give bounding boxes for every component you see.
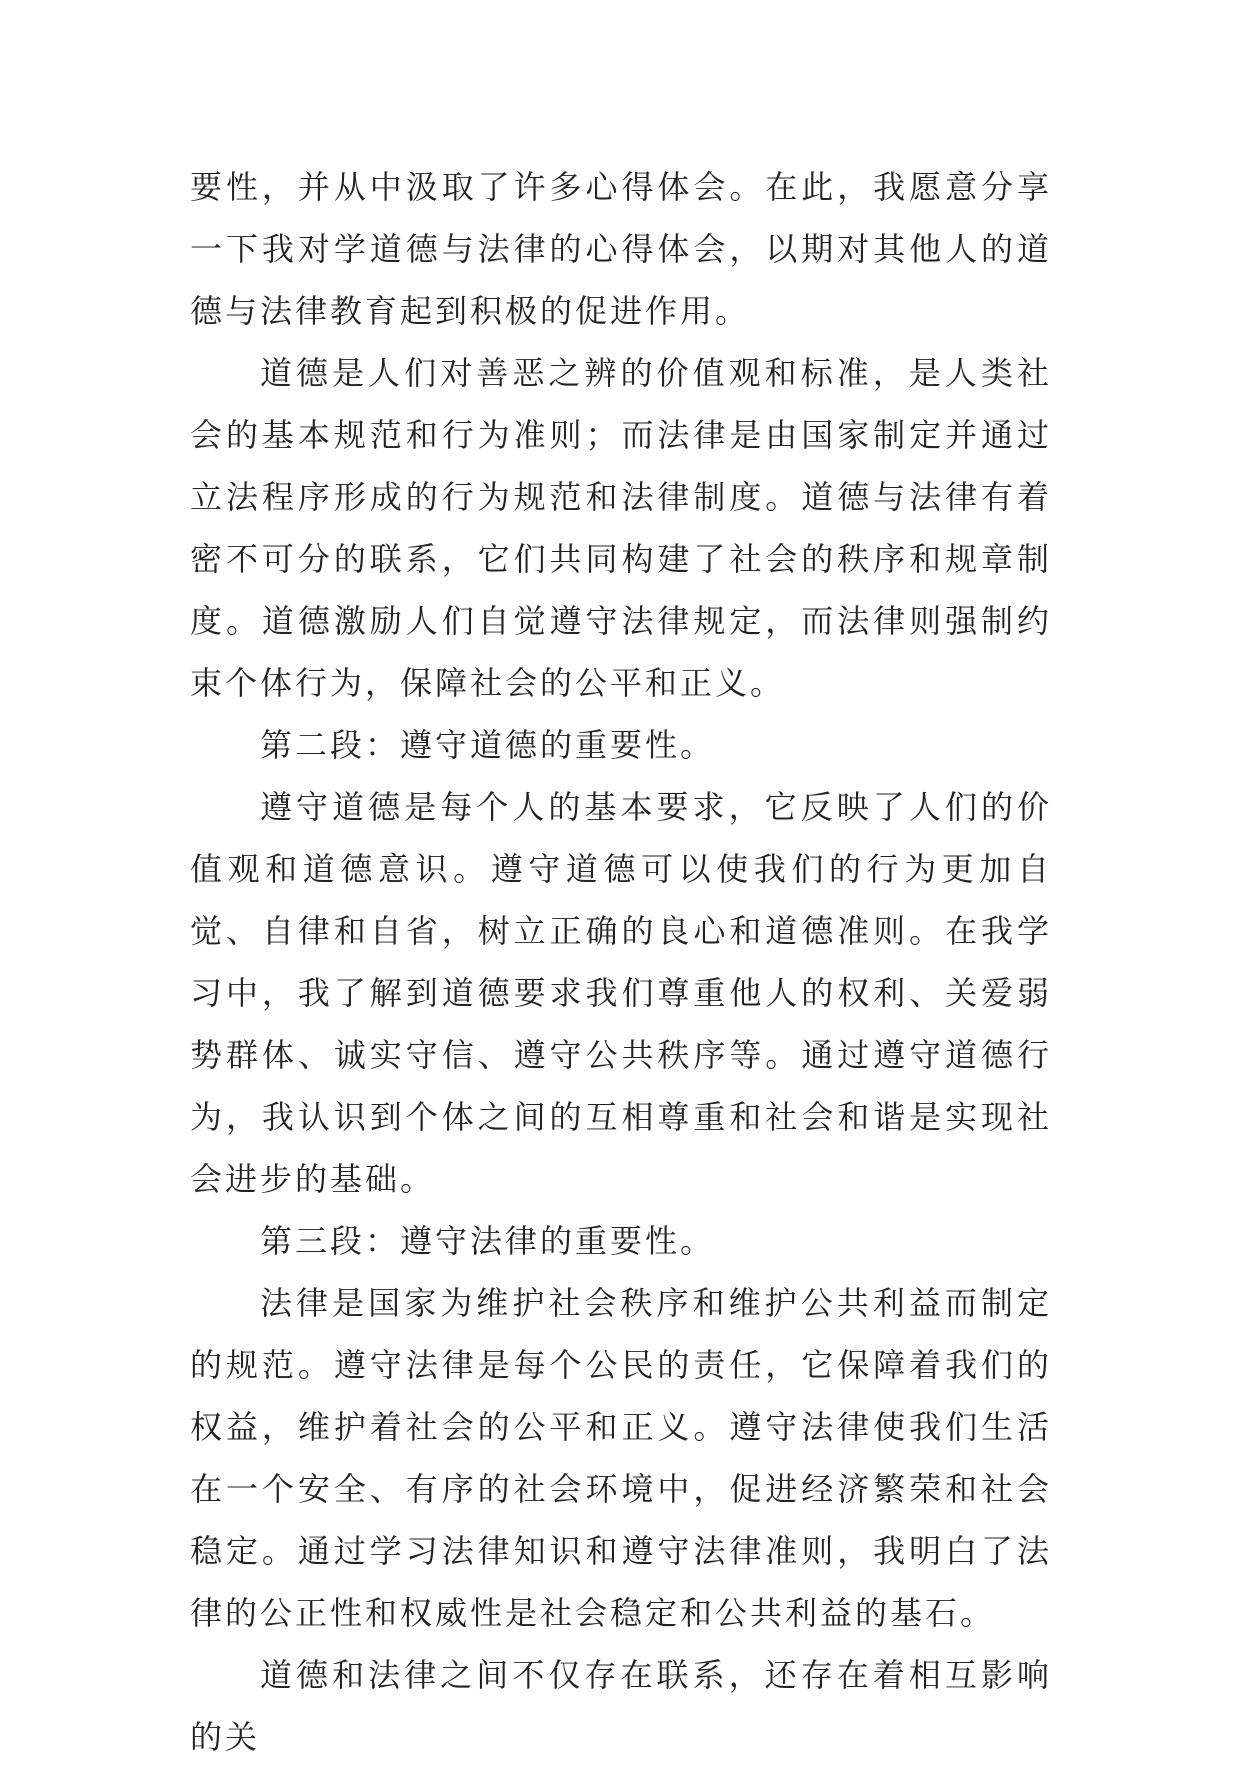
paragraph-relationship: 道德和法律之间不仅存在联系，还存在着相互影响的关 <box>190 1656 1052 1756</box>
paragraph-continuation: 要性，并从中汲取了许多心得体会。在此，我愿意分享一下我对学道德与法律的心得体会，以期对其他人的道德与法律教育起到积极的促进作用。 <box>190 168 1052 330</box>
section-heading-2: 第二段：遵守道德的重要性。 <box>260 726 716 764</box>
paragraph-morality-law-definition: 道德是人们对善恶之辨的价值观和标准，是人类社会的基本规范和行为准则；而法律是由国家制定并通过立法程序形成的行为规范和法律制度。道德与法律有着密不可分的联系，它们共同构建了社会的秩序和规章制度。道德激励人们自觉遵守法律规定，而法律则强制约束个体行为，保障社会的公平和正义。 <box>190 354 1052 702</box>
section-heading-3: 第三段：遵守法律的重要性。 <box>260 1222 716 1260</box>
paragraph-law-importance: 法律是国家为维护社会秩序和维护公共利益而制定的规范。遵守法律是每个公民的责任，它保障着我们的权益，维护着社会的公平和正义。遵守法律使我们生活在一个安全、有序的社会环境中，促进经济繁荣和社会稳定。通过学习法律知识和遵守法律准则，我明白了法律的公正性和权威性是社会稳定和公共利益的基石。 <box>190 1284 1052 1632</box>
paragraph-morality-importance: 遵守道德是每个人的基本要求，它反映了人们的价值观和道德意识。遵守道德可以使我们的行为更加自觉、自律和自省，树立正确的良心和道德准则。在我学习中，我了解到道德要求我们尊重他人的权利、关爱弱势群体、诚实守信、遵守公共秩序等。通过遵守道德行为，我认识到个体之间的互相尊重和社会和谐是实现社会进步的基础。 <box>190 788 1052 1198</box>
document-body <box>190 156 1052 1768</box>
